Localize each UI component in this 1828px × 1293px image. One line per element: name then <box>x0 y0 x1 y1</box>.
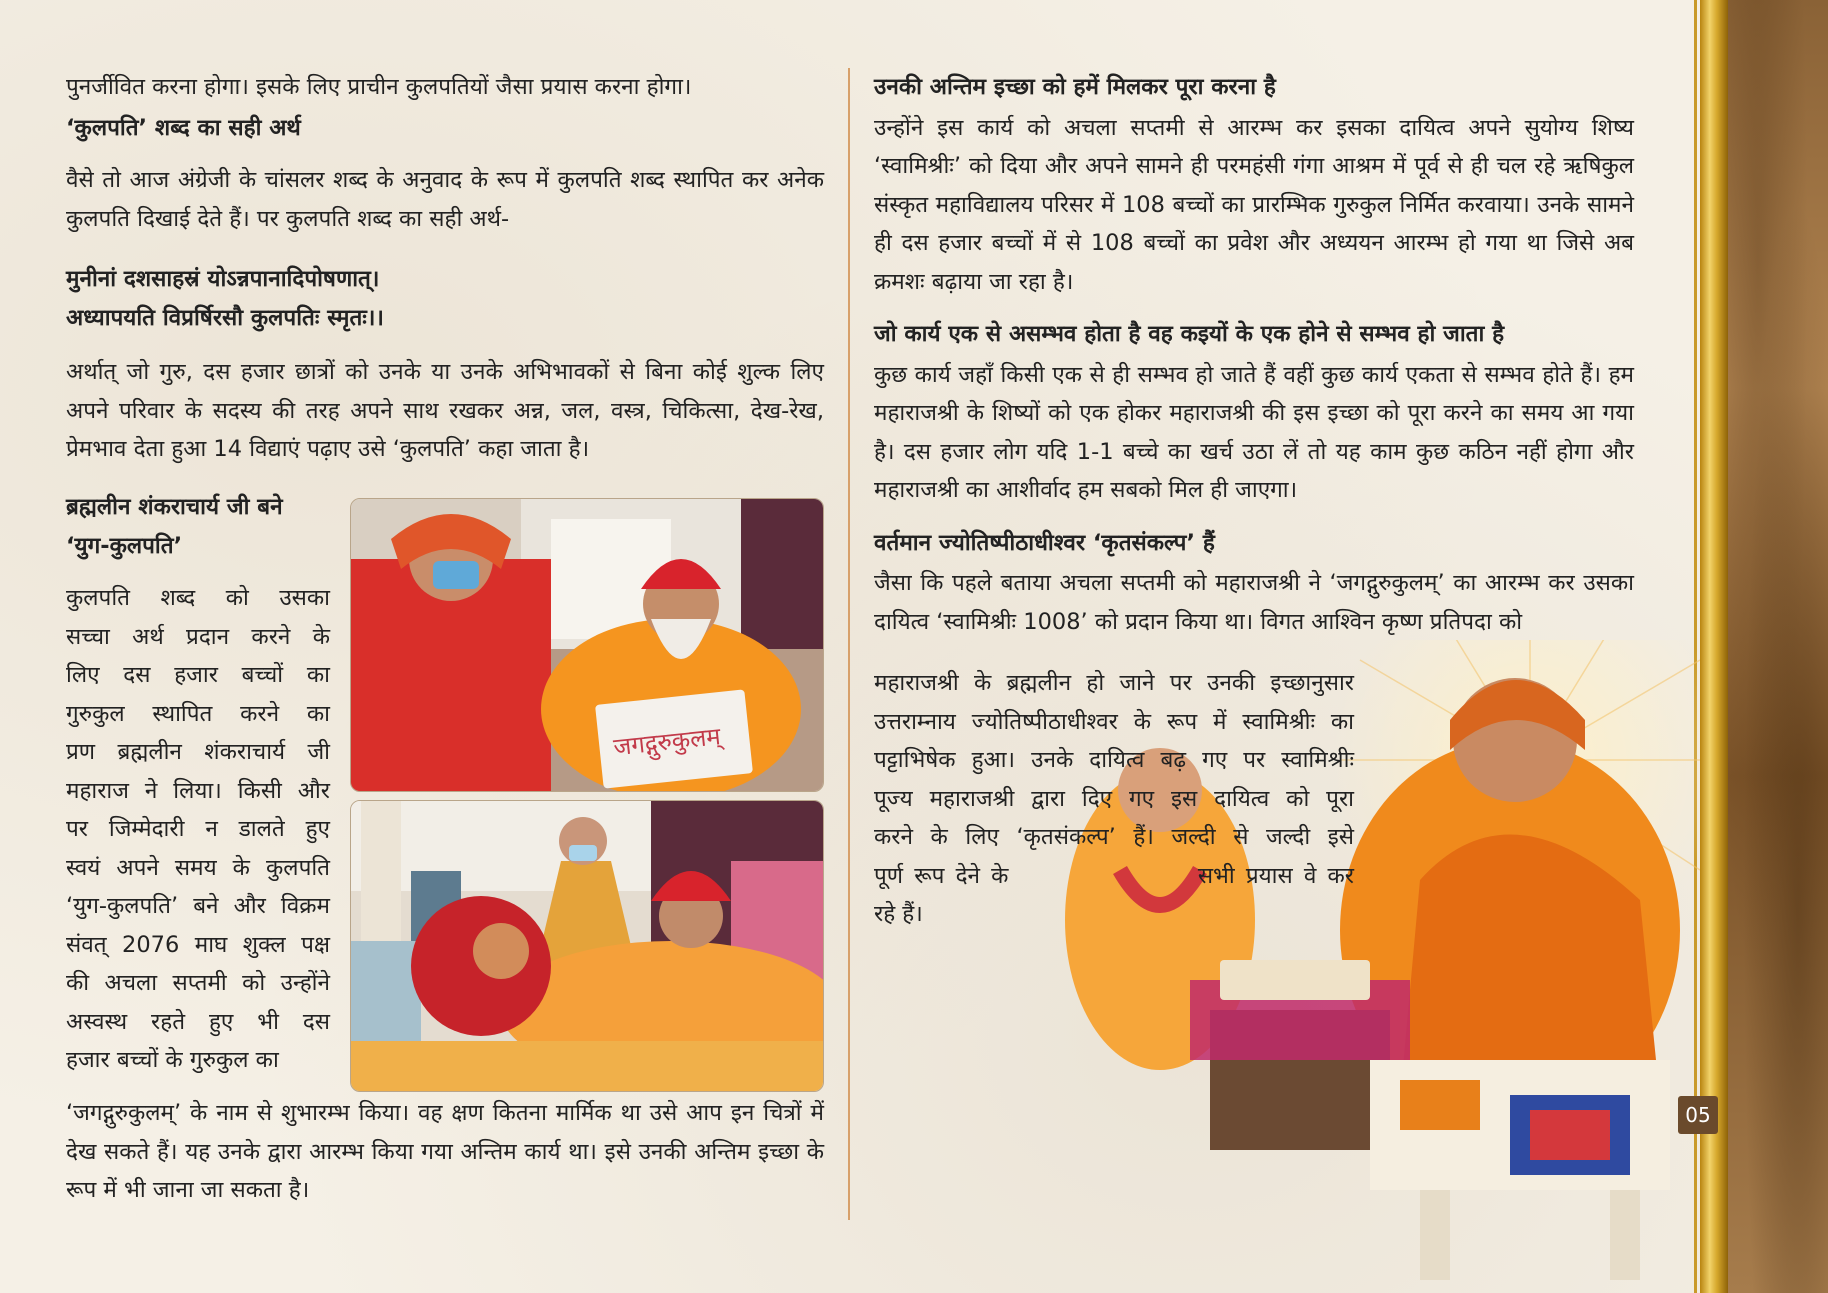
heading-kulpati-meaning: ‘कुलपति’ शब्द का सही अर्थ <box>66 114 301 141</box>
shloka-line-2: अध्यापयति विप्रर्षिरसौ कुलपतिः स्मृतः।। <box>66 304 384 331</box>
photo-placard-illustration <box>351 499 823 791</box>
heading-yug-kulpati-line-2: ‘युग-कुलपति’ <box>66 532 183 559</box>
narrow-paragraph-line-3: लिए दस हजार बच्चों का <box>66 662 330 688</box>
right-narrow-paragraph <box>874 664 1354 934</box>
paragraph-kulpati-meaning: वैसे तो आज अंग्रेजी के चांसलर शब्द के अनुवाद के रूप में कुलपति शब्द स्थापित कर अनेक कुलपति दिखाई देते हैं। पर कुलपति शब्द का सही अर्थ- <box>66 167 824 232</box>
intro-text: पुनर्जीवित करना होगा। इसके लिए प्राचीन कुलपतियों जैसा प्रयास करना होगा। <box>66 74 692 100</box>
photo-blessing-illustration <box>351 801 823 1091</box>
heading-yug-kulpati-line-1: ब्रह्मलीन शंकराचार्य जी बने <box>66 494 283 520</box>
right-narrow-paragraph-line-4: पूज्य महाराजश्री द्वारा दिए गए इस दायित्व को पूरा <box>874 785 1354 812</box>
right-narrow-paragraph-line-2: उत्तराम्नाय ज्योतिष्पीठाधीश्वर के रूप में स्वामिश्रीः का <box>874 708 1354 735</box>
narrow-paragraph-line-13: हजार बच्चों के गुरुकुल का <box>66 1047 279 1073</box>
narrow-paragraph-line-2: सच्चा अर्थ प्रदान करने के <box>66 623 330 650</box>
heading-asambhav-sambhav: जो कार्य एक से असम्भव होता है वह कइयों के एक होने से सम्भव हो जाता है <box>874 321 1505 347</box>
shloka-line-1: मुनीनां दशसाहस्रं योऽन्नपानादिपोषणात्। <box>66 266 380 292</box>
book-cover-edge <box>1728 0 1828 1293</box>
left-narrow-column <box>66 488 330 1080</box>
heading-antim-ichchha: उनकी अन्तिम इच्छा को हमें मिलकर पूरा करना है <box>874 74 1276 100</box>
narrow-paragraph-line-4: गुरुकुल स्थापित करने का <box>66 700 330 727</box>
right-narrow-paragraph-line-6: पूर्ण रूप देने के सभी प्रयास वे कर <box>874 862 1354 889</box>
narrow-paragraph-line-11: की अचला सप्तमी को उन्होंने <box>66 970 330 996</box>
narrow-paragraph-line-9: ‘युग-कुलपति’ बने और विक्रम <box>66 893 330 919</box>
narrow-paragraph-line-12: अस्वस्थ रहते हुए भी दस <box>66 1008 330 1035</box>
right-narrow-paragraph-line-1: महाराजश्री के ब्रह्मलीन हो जाने पर उनकी इच्छानुसार <box>874 670 1354 696</box>
right-column <box>874 68 1634 641</box>
column-divider <box>848 68 850 1220</box>
paragraph-ekta: कुछ कार्य जहाँ किसी एक से ही सम्भव हो जाते हैं वहीं कुछ कार्य एकता से सम्भव होते हैं। हम महाराजश्री के शिष्यों को एक होकर महाराजश्री की इस इच्छा को पूरा करने का समय आ गया है। दस हजार लोग यदि 1-1 बच्चे का खर्च उठा लें तो यह काम कुछ कठिन नहीं होगा और महाराजश्री का आशीर्वाद हम सबको मिल ही जाएगा। <box>874 361 1634 503</box>
narrow-paragraph-line-1: कुलपति शब्द को उसका <box>66 585 330 611</box>
paragraph-jyotishpeeth-intro: जैसा कि पहले बताया अचला सप्तमी को महाराजश्री ने ‘जगद्गुरुकुलम्’ का आरम्भ कर उसका दायित्व ‘स्वामिश्रीः 1008’ को प्रदान किया था। विगत आश्विन कृष्ण प्रतिपदा को <box>874 570 1634 635</box>
photo-placard-handover <box>350 498 824 792</box>
photo-blessing-scene <box>350 800 824 1092</box>
narrow-paragraph-line-8: स्वयं अपने समय के कुलपति <box>66 854 330 881</box>
placard-text: जगद्गुरुकुलम् <box>612 722 722 762</box>
paragraph-jagadgurukulam: ‘जगद्गुरुकुलम्’ के नाम से शुभारम्भ किया। वह क्षण कितना मार्मिक था उसे आप इन चित्रों में देख सकते हैं। यह उनके द्वारा आरम्भ किया गया अन्तिम कार्य था। इसे उनकी अन्तिम इच्छा के रूप में भी जाना जा सकता है। <box>66 1100 824 1203</box>
right-narrow-lines <box>874 664 1354 934</box>
page-number-badge: 05 <box>1678 1096 1718 1134</box>
paragraph-achala-saptami: उन्होंने इस कार्य को अचला सप्तमी से आरम्भ कर इसका दायित्व अपने सुयोग्य शिष्य ‘स्वामिश्रीः’ को दिया और अपने सामने ही परमहंसी गंगा आश्रम में पूर्व से ही चल रहे ऋषिकुल संस्कृत महाविद्यालय परिसर में 108 बच्चों का प्रारम्भिक गुरुकुल निर्मित करवाया। उनके सामने ही दस हजार बच्चों में से 108 बच्चों का प्रवेश और अध्ययन आरम्भ हो गया था जिसे अब क्रमशः बढ़ाया जा रहा है। <box>874 114 1634 295</box>
left-column-top <box>66 68 824 469</box>
narrow-paragraph <box>66 579 330 1080</box>
narrow-paragraph-line-6: महाराज ने लिया। किसी और <box>66 777 330 804</box>
right-narrow-paragraph-line-3: पट्टाभिषेक हुआ। उनके दायित्व बढ़ गए पर स्वामिश्रीः <box>874 747 1354 773</box>
paragraph-arthat: अर्थात् जो गुरु, दस हजार छात्रों को उनके या उनके अभिभावकों से बिना कोई शुल्क लिए अपने परिवार के सदस्य की तरह अपने साथ रखकर अन्न, जल, वस्त्र, चिकित्सा, देख-रेख, प्रेमभाव देता हुआ 14 विद्याएं पढ़ाए उसे ‘कुलपति’ कहा जाता है। <box>66 359 824 462</box>
heading-kritsankalp: वर्तमान ज्योतिष्पीठाधीश्वर ‘कृतसंकल्प’ हैं <box>874 529 1215 556</box>
narrow-paragraph-line-7: पर जिम्मेदारी न डालते हुए <box>66 816 330 842</box>
right-narrow-paragraph-line-7: रहे हैं। <box>874 901 923 927</box>
narrow-paragraph-line-5: प्रण ब्रह्मलीन शंकराचार्य जी <box>66 739 330 765</box>
narrow-paragraph-line-10: संवत् 2076 माघ शुक्ल पक्ष <box>66 931 330 958</box>
right-narrow-paragraph-line-5: करने के लिए ‘कृतसंकल्प’ हैं। जल्दी से जल्दी इसे <box>874 824 1354 850</box>
